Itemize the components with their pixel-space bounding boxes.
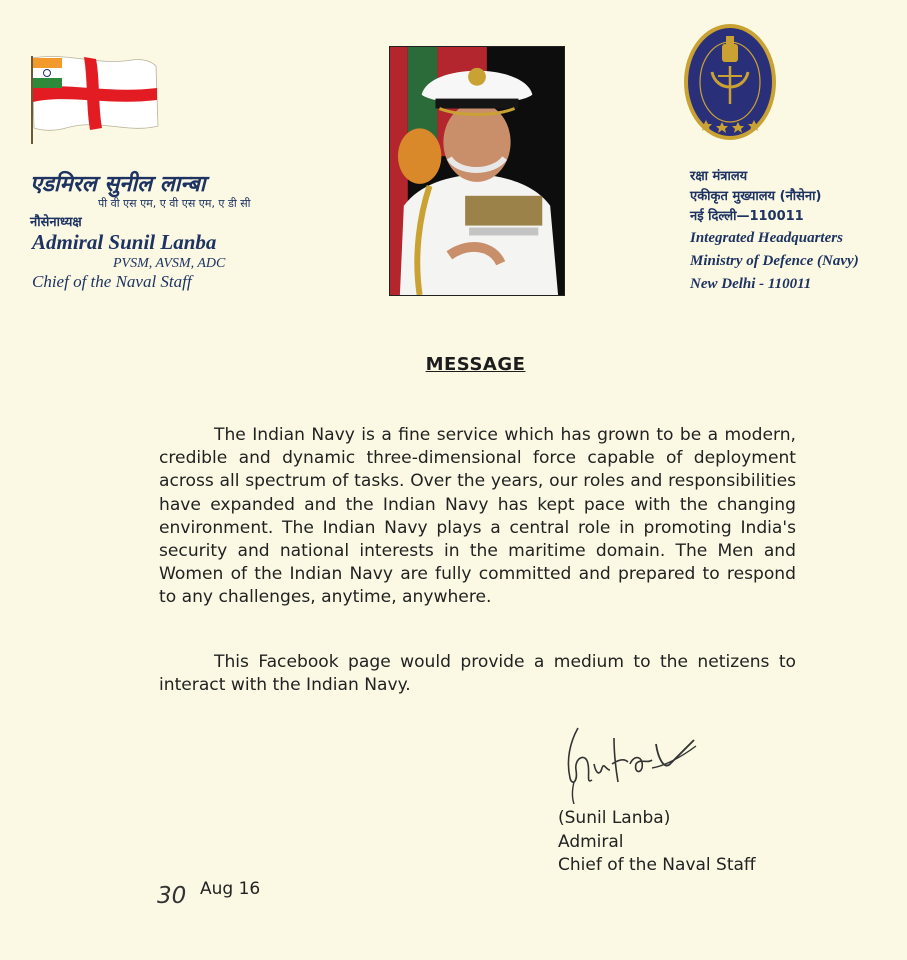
chief-of-naval-staff-seal-icon — [682, 22, 778, 142]
message-paragraph-2 — [159, 651, 796, 697]
address-line: New Delhi - 110011 — [690, 276, 812, 292]
hindi-hq-line: एकीकृत मुख्यालय (नौसेना) — [690, 189, 822, 204]
officer-title: Chief of the Naval Staff — [32, 272, 192, 291]
hindi-decorations: पी वी एस एम, ए वी एस एम, ए डी सी — [98, 197, 251, 210]
signatory-title: Chief of the Naval Staff — [558, 855, 756, 875]
naval-ensign-flag-icon — [28, 52, 160, 146]
hindi-ministry-line: रक्षा मंत्रालय — [690, 169, 748, 184]
message-paragraph-1 — [159, 424, 796, 610]
officer-decorations: PVSM, AVSM, ADC — [113, 256, 226, 271]
message-paragraph-1-text: The Indian Navy is a fine service which has grown to be a modern, credible and dynamic three-dimensional force capable of deployment across all spectrum of tasks. Over the years, our roles and responsibilities have expanded and the Indian Navy has kept pace with the changing environment. The Indian Navy plays a central role in promoting India's security and national interests in the maritime domain. The Men and Women of the Indian Navy are fully committed and prepared to respond to any challenges, anytime, anywhere. — [159, 425, 796, 608]
message-heading: MESSAGE — [425, 354, 526, 375]
officer-name: Admiral Sunil Lanba — [32, 230, 217, 254]
date-month-year: Aug 16 — [200, 879, 261, 899]
hindi-officer-title: नौसेनाध्यक्ष — [30, 215, 82, 230]
hq-line: Integrated Headquarters — [690, 230, 843, 246]
message-paragraph-2-text: This Facebook page would provide a medium to the netizens to interact with the Indian Navy. — [159, 652, 796, 696]
hindi-officer-name: एडमिरल सुनील लान्बा — [30, 172, 206, 197]
admiral-portrait-photo — [389, 46, 565, 296]
date-day-handwritten: 30 — [157, 883, 187, 909]
hindi-address-line: नई दिल्ली—110011 — [690, 209, 804, 224]
ministry-line: Ministry of Defence (Navy) — [690, 253, 859, 269]
signatory-name: (Sunil Lanba) — [558, 808, 671, 828]
signatory-rank: Admiral — [558, 832, 624, 852]
handwritten-signature — [556, 724, 701, 804]
